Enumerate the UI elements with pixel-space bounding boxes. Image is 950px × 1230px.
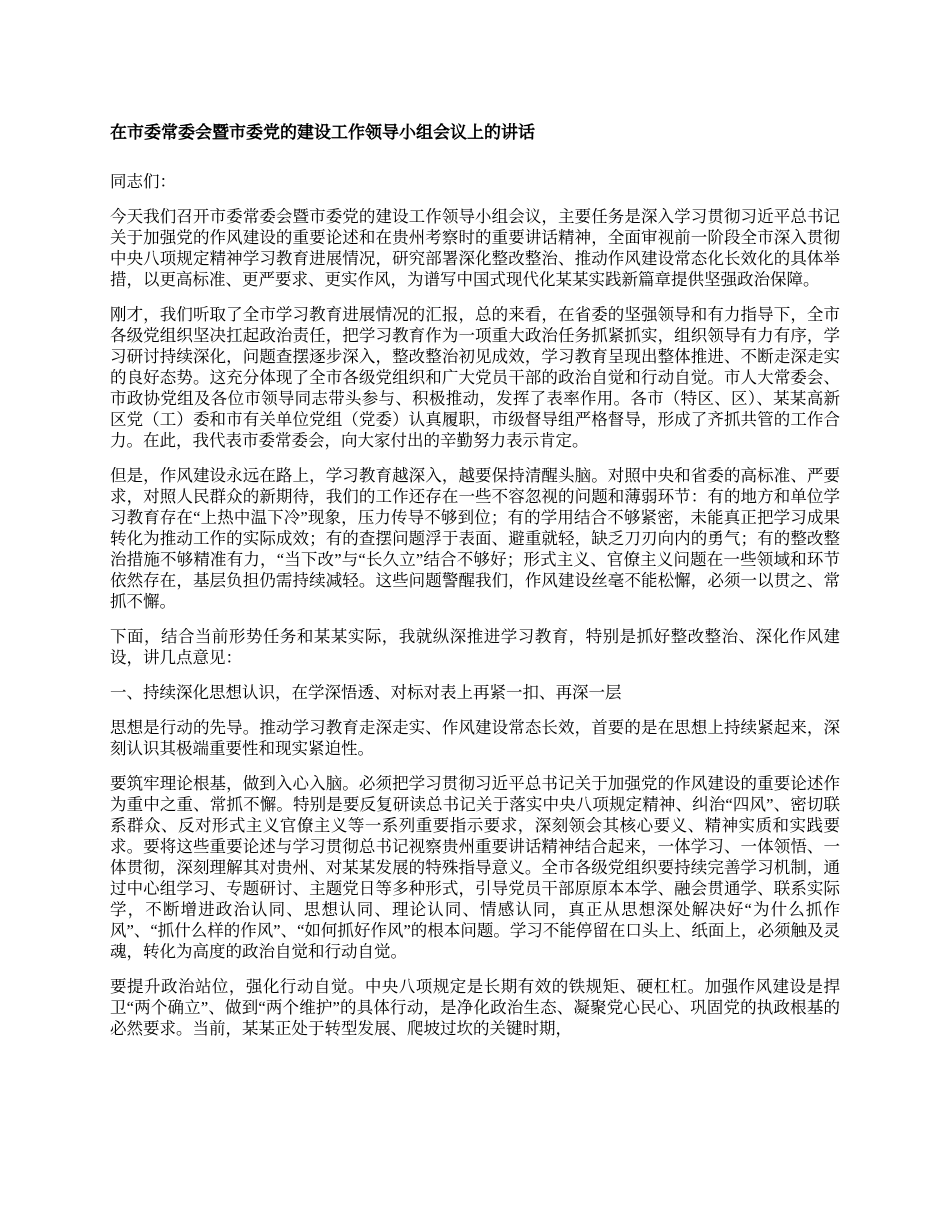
paragraph: 思想是行动的先导。推动学习教育走深走实、作风建设常态长效，首要的是在思想上持续紧起来，深刻认识其极端重要性和现实紧迫性。 <box>110 718 840 758</box>
document-title: 在市委常委会暨市委党的建设工作领导小组会议上的讲话 <box>110 123 535 142</box>
paragraph: 但是，作风建设永远在路上，学习教育越深入，越要保持清醒头脑。对照中央和省委的高标准、严要求，对照人民群众的新期待，我们的工作还存在一些不容忽视的问题和薄弱环节：有的地方和单位学习教育存在“上热中温下冷”现象，压力传导不够到位；有的学用结合不够紧密，未能真正把学习成果转化为推动工作的实际成效；有的查摆问题浮于表面、避重就轻，缺乏刀刃向内的勇气；有的整改整治措施不够精准有力，“当下改”与“长久立”结合不够好；形式主义、官僚主义问题在一些领域和环节依然存在，基层负担仍需持续减轻。这些问题警醒我们，作风建设丝毫不能松懈，必须一以贯之、常抓不懈。 <box>110 466 840 611</box>
paragraph: 一、持续深化思想认识，在学深悟透、对标对表上再紧一扣、再深一层 <box>110 683 622 702</box>
document-body <box>110 171 840 1039</box>
paragraph: 同志们： <box>110 172 176 191</box>
paragraph: 刚才，我们听取了全市学习教育进展情况的汇报，总的来看，在省委的坚强领导和有力指导下，全市各级党组织坚决扛起政治责任，把学习教育作为一项重大政治任务抓紧抓实，组织领导有力有序，学习研讨持续深化，问题查摆逐步深入，整改整治初见成效，学习教育呈现出整体推进、不断走深走实的良好态势。这充分体现了全市各级党组织和广大党员干部的政治自觉和行动自觉。市人大常委会、市政协党组及各位市领导同志带头参与、积极推动，发挥了表率作用。各市（特区、区）、某某高新区党（工）委和市有关单位党组（党委）认真履职，市级督导组严格督导，形成了齐抓共管的工作合力。在此，我代表市委常委会，向大家付出的辛勤努力表示肯定。 <box>110 305 840 450</box>
paragraph: 下面，结合当前形势任务和某某实际，我就纵深推进学习教育，特别是抓好整改整治、深化作风建设，讲几点意见： <box>110 627 840 667</box>
paragraph: 要提升政治站位，强化行动自觉。中央八项规定是长期有效的铁规矩、硬杠杠。加强作风建设是捍卫“两个确立”、做到“两个维护”的具体行动，是净化政治生态、凝聚党心民心、巩固党的执政根基的必然要求。当前，某某正处于转型发展、爬坡过坎的关键时期， <box>110 977 840 1038</box>
paragraph: 今天我们召开市委常委会暨市委党的建设工作领导小组会议，主要任务是深入学习贯彻习近平总书记关于加强党的作风建设的重要论述和在贵州考察时的重要讲话精神，全面审视前一阶段全市深入贯彻中央八项规定精神学习教育进展情况，研究部署深化整改整治、推动作风建设常态化长效化的具体举措，以更高标准、更严要求、更实作风，为谱写中国式现代化某某实践新篇章提供坚强政治保障。 <box>110 207 840 289</box>
paragraph: 要筑牢理论根基，做到入心入脑。必须把学习贯彻习近平总书记关于加强党的作风建设的重要论述作为重中之重、常抓不懈。特别是要反复研读总书记关于落实中央八项规定精神、纠治“四风”、密切联系群众、反对形式主义官僚主义等一系列重要指示要求，深刻领会其核心要义、精神实质和实践要求。要将这些重要论述与学习贯彻总书记视察贵州重要讲话精神结合起来，一体学习、一体领悟、一体贯彻，深刻理解其对贵州、对某某发展的特殊指导意义。全市各级党组织要持续完善学习机制，通过中心组学习、专题研讨、主题党日等多种形式，引导党员干部原原本本学、融会贯通学、联系实际学，不断增进政治认同、思想认同、理论认同、情感认同，真正从思想深处解决好“为什么抓作风”、“抓什么样的作风”、“如何抓好作风”的根本问题。学习不能停留在口头上、纸面上，必须触及灵魂，转化为高度的政治自觉和行动自觉。 <box>110 774 840 961</box>
